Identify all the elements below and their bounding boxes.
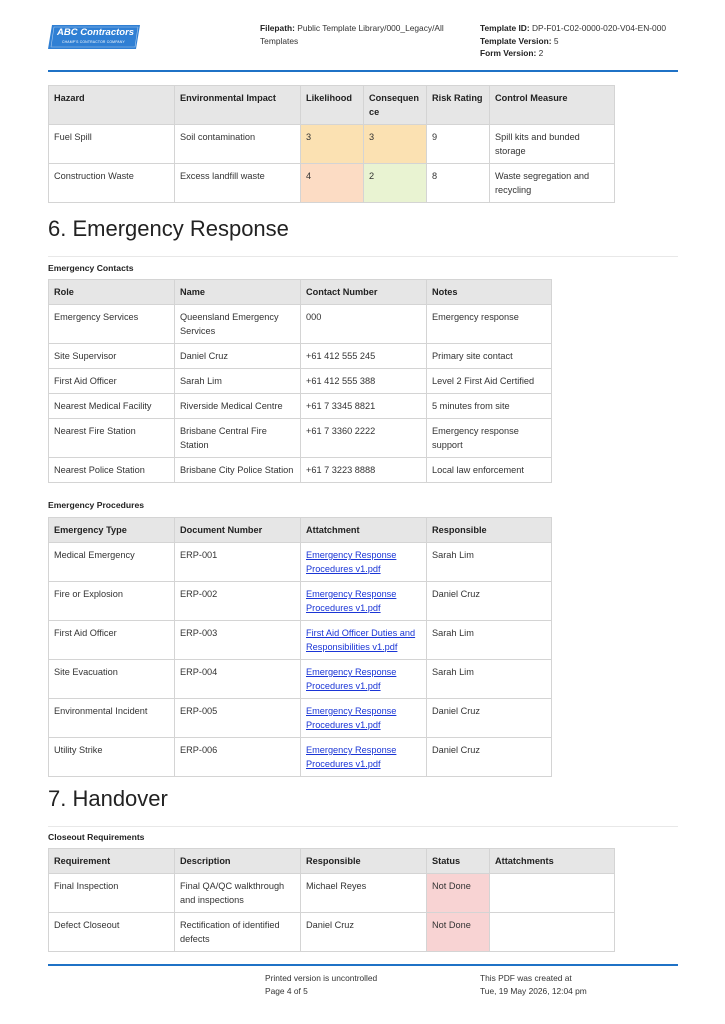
requirement-cell: Final Inspection xyxy=(49,874,175,913)
attachment-link[interactable]: Emergency Response Procedures v1.pdf xyxy=(306,589,397,613)
divider xyxy=(48,826,678,827)
column-header: Consequen ce xyxy=(364,86,427,125)
table-row xyxy=(49,164,615,203)
footer-right xyxy=(480,972,587,998)
document-number-cell: ERP-002 xyxy=(175,582,301,621)
attachments-cell xyxy=(490,913,615,952)
emergency-type-cell: Fire or Explosion xyxy=(49,582,175,621)
role-cell: Nearest Police Station xyxy=(49,458,175,483)
header-divider xyxy=(48,70,678,72)
notes-cell: 5 minutes from site xyxy=(427,394,552,419)
section-title: 6. Emergency Response xyxy=(48,216,289,241)
role-cell: Nearest Fire Station xyxy=(49,419,175,458)
attachment-cell xyxy=(301,621,427,660)
emergency-type-cell: Utility Strike xyxy=(49,738,175,777)
page-header xyxy=(0,0,725,75)
column-header: Environmental Impact xyxy=(175,86,301,125)
attachment-cell xyxy=(301,660,427,699)
attachment-cell xyxy=(301,582,427,621)
table-header-row xyxy=(49,849,615,874)
column-header: Responsible xyxy=(301,849,427,874)
table-row xyxy=(49,305,552,344)
table-row xyxy=(49,913,615,952)
created-label: This PDF was created at xyxy=(480,973,572,983)
form-version-label: Form Version: xyxy=(480,48,537,58)
filepath-label: Filepath: xyxy=(260,23,295,33)
notes-cell: Emergency response support xyxy=(427,419,552,458)
emergency-type-cell: Site Evacuation xyxy=(49,660,175,699)
page-number: Page 4 of 5 xyxy=(265,986,308,996)
attachment-link[interactable]: Emergency Response Procedures v1.pdf xyxy=(306,706,397,730)
column-header: Requirement xyxy=(49,849,175,874)
column-header: Responsible xyxy=(427,518,552,543)
number-cell: +61 7 3345 8821 xyxy=(301,394,427,419)
role-cell: Emergency Services xyxy=(49,305,175,344)
attachment-link[interactable]: Emergency Response Procedures v1.pdf xyxy=(306,745,397,769)
impact-cell: Excess landfill waste xyxy=(175,164,301,203)
emergency-contacts-table xyxy=(48,279,552,483)
template-version-label: Template Version: xyxy=(480,35,552,46)
column-header: Document Number xyxy=(175,518,301,543)
document-number-cell: ERP-001 xyxy=(175,543,301,582)
responsible-cell: Daniel Cruz xyxy=(427,738,552,777)
template-meta xyxy=(480,22,700,60)
created-value: Tue, 19 May 2026, 12:04 pm xyxy=(480,986,587,996)
template-id-value: DP-F01-C02-0000-020-V04-EN-000 xyxy=(531,23,667,33)
number-cell: +61 412 555 388 xyxy=(301,369,427,394)
number-cell: +61 7 3223 8888 xyxy=(301,458,427,483)
status-cell[interactable]: Not Done xyxy=(427,874,490,913)
closeout-requirements-title: Closeout Requirements xyxy=(48,832,145,842)
table-row xyxy=(49,699,552,738)
control-cell: Waste segregation and recycling xyxy=(490,164,615,203)
name-cell: Sarah Lim xyxy=(175,369,301,394)
column-header: Status xyxy=(427,849,490,874)
name-cell: Daniel Cruz xyxy=(175,344,301,369)
attachment-cell xyxy=(301,699,427,738)
column-header: Contact Number xyxy=(301,280,427,305)
emergency-type-cell: Medical Emergency xyxy=(49,543,175,582)
attachment-cell xyxy=(301,738,427,777)
table-row xyxy=(49,125,615,164)
column-header: Risk Rating xyxy=(427,86,490,125)
document-number-cell: ERP-005 xyxy=(175,699,301,738)
table-row xyxy=(49,738,552,777)
document-number-cell: ERP-006 xyxy=(175,738,301,777)
table-row xyxy=(49,419,552,458)
responsible-cell: Sarah Lim xyxy=(427,543,552,582)
column-header: Emergency Type xyxy=(49,518,175,543)
responsible-cell: Daniel Cruz xyxy=(301,913,427,952)
attachment-link[interactable]: First Aid Officer Duties and Responsibilities v1.pdf xyxy=(306,628,416,652)
column-header: Role xyxy=(49,280,175,305)
table-row xyxy=(49,394,552,419)
attachment-link[interactable]: Emergency Response Procedures v1.pdf xyxy=(306,550,397,574)
column-header: Description xyxy=(175,849,301,874)
table-row xyxy=(49,369,552,394)
emergency-type-cell: First Aid Officer xyxy=(49,621,175,660)
closeout-table xyxy=(48,848,615,952)
footer-left xyxy=(265,972,377,998)
column-header: Control Measure xyxy=(490,86,615,125)
table-row xyxy=(49,621,552,660)
description-cell: Rectification of identified defects xyxy=(175,913,301,952)
description-cell: Final QA/QC walkthrough and inspections xyxy=(175,874,301,913)
table-row xyxy=(49,344,552,369)
notes-cell: Primary site contact xyxy=(427,344,552,369)
risk-rating-cell: 9 xyxy=(427,125,490,164)
notes-cell: Local law enforcement xyxy=(427,458,552,483)
likelihood-cell: 4 xyxy=(301,164,364,203)
column-header: Likelihood xyxy=(301,86,364,125)
emergency-procedures-table xyxy=(48,517,552,777)
attachment-link[interactable]: Emergency Response Procedures v1.pdf xyxy=(306,667,397,691)
responsible-cell: Sarah Lim xyxy=(427,660,552,699)
emergency-procedures-title: Emergency Procedures xyxy=(48,500,145,510)
risk-rating-cell: 8 xyxy=(427,164,490,203)
divider xyxy=(48,256,678,257)
emergency-contacts-title: Emergency Contacts xyxy=(48,263,134,273)
table-row xyxy=(49,660,552,699)
requirement-cell: Defect Closeout xyxy=(49,913,175,952)
consequence-cell: 3 xyxy=(364,125,427,164)
hazard-table xyxy=(48,85,615,203)
table-header-row xyxy=(49,518,552,543)
template-id-label: Template ID: xyxy=(480,23,530,33)
number-cell: 000 xyxy=(301,305,427,344)
filepath-block xyxy=(260,22,470,47)
responsible-cell: Daniel Cruz xyxy=(427,582,552,621)
emergency-type-cell: Environmental Incident xyxy=(49,699,175,738)
notes-cell: Level 2 First Aid Certified xyxy=(427,369,552,394)
hazard-cell: Construction Waste xyxy=(49,164,175,203)
document-number-cell: ERP-003 xyxy=(175,621,301,660)
attachments-cell xyxy=(490,874,615,913)
status-cell[interactable]: Not Done xyxy=(427,913,490,952)
name-cell: Brisbane Central Fire Station xyxy=(175,419,301,458)
control-cell: Spill kits and bunded storage xyxy=(490,125,615,164)
table-row xyxy=(49,874,615,913)
footer-divider xyxy=(48,964,678,966)
consequence-cell: 2 xyxy=(364,164,427,203)
responsible-cell: Michael Reyes xyxy=(301,874,427,913)
role-cell: Site Supervisor xyxy=(49,344,175,369)
column-header: Attatchment xyxy=(301,518,427,543)
hazard-cell: Fuel Spill xyxy=(49,125,175,164)
name-cell: Queensland Emergency Services xyxy=(175,305,301,344)
column-header: Name xyxy=(175,280,301,305)
name-cell: Brisbane City Police Station xyxy=(175,458,301,483)
table-row xyxy=(49,543,552,582)
notes-cell: Emergency response xyxy=(427,305,552,344)
responsible-cell: Sarah Lim xyxy=(427,621,552,660)
table-row xyxy=(49,582,552,621)
column-header: Notes xyxy=(427,280,552,305)
responsible-cell: Daniel Cruz xyxy=(427,699,552,738)
table-row xyxy=(49,458,552,483)
table-header-row xyxy=(49,86,615,125)
impact-cell: Soil contamination xyxy=(175,125,301,164)
likelihood-cell: 3 xyxy=(301,125,364,164)
name-cell: Riverside Medical Centre xyxy=(175,394,301,419)
section-title: 7. Handover xyxy=(48,786,168,811)
logo-tagline: CHAMP'S CONTRACTOR COMPANY xyxy=(62,40,125,44)
table-header-row xyxy=(49,280,552,305)
column-header: Hazard xyxy=(49,86,175,125)
logo-text: ABC Contractors xyxy=(57,27,135,38)
template-version-value: 5 xyxy=(553,35,559,46)
uncontrolled-notice: Printed version is uncontrolled xyxy=(265,973,378,983)
role-cell: First Aid Officer xyxy=(49,369,175,394)
column-header: Attatchments xyxy=(490,849,615,874)
filepath-value: Public Template Library/000_Legacy/All Templates xyxy=(260,23,444,46)
number-cell: +61 412 555 245 xyxy=(301,344,427,369)
number-cell: +61 7 3360 2222 xyxy=(301,419,427,458)
form-version-value: 2 xyxy=(538,48,544,58)
attachment-cell xyxy=(301,543,427,582)
document-number-cell: ERP-004 xyxy=(175,660,301,699)
role-cell: Nearest Medical Facility xyxy=(49,394,175,419)
